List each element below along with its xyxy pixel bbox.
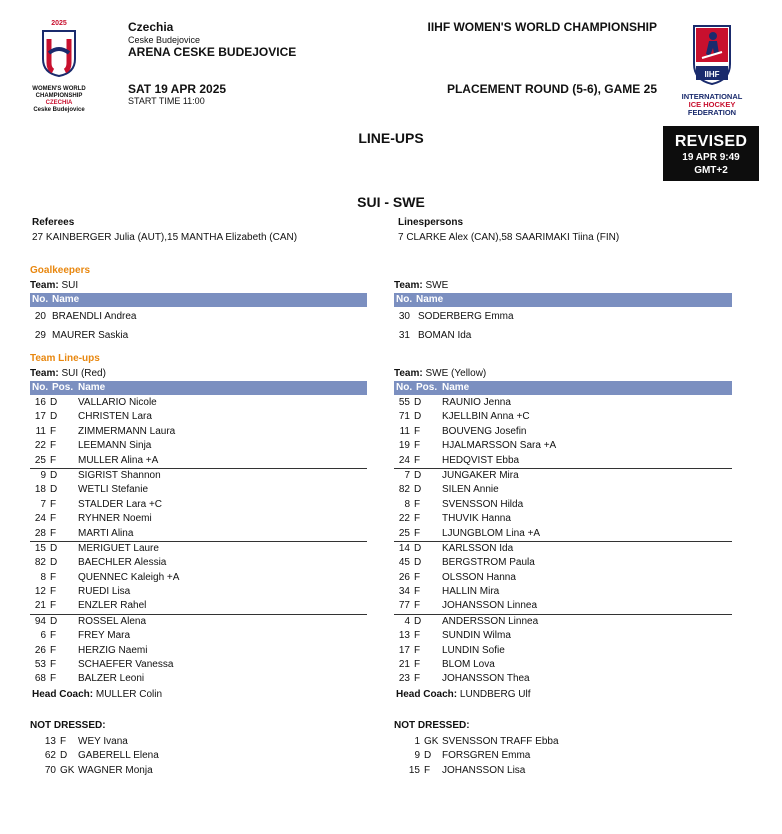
- player-row: [30, 425, 367, 439]
- player-number: 4: [404, 615, 410, 627]
- player-number: 68: [34, 673, 46, 685]
- player-number: 15: [408, 764, 420, 776]
- player-row: [394, 556, 732, 570]
- player-name: BERGSTROM Paula: [442, 557, 535, 569]
- home-head-coach: [32, 689, 162, 700]
- player-name: HEDQVIST Ebba: [442, 454, 520, 466]
- player-number: 26: [398, 571, 410, 583]
- player-row: [394, 396, 732, 410]
- col-no: No.: [396, 382, 413, 393]
- player-number: 28: [34, 527, 46, 539]
- player-position: F: [50, 513, 57, 525]
- player-name: LUNDIN Sofie: [442, 644, 505, 656]
- home-not-dressed-list: [30, 735, 367, 778]
- player-number: 16: [34, 397, 46, 408]
- player-row: [394, 644, 732, 658]
- player-position: D: [50, 397, 58, 408]
- player-row: [394, 615, 732, 629]
- player-row: [30, 454, 367, 468]
- player-name: ENZLER Rahel: [78, 600, 147, 612]
- player-number: 8: [404, 498, 410, 510]
- player-position: F: [414, 454, 421, 466]
- player-number: 23: [398, 673, 410, 685]
- away-lineup-team: [394, 368, 486, 379]
- away-not-dressed-heading: NOT DRESSED:: [394, 720, 470, 731]
- player-position: F: [414, 673, 421, 685]
- revised-badge: [663, 126, 759, 181]
- player-number: 9: [40, 469, 46, 481]
- player-name: SILEN Annie: [442, 484, 499, 496]
- logo-line-2: CHAMPIONSHIP: [35, 93, 83, 99]
- player-name: QUENNEC Kaleigh +A: [78, 571, 180, 583]
- player-row: [394, 527, 732, 541]
- player-position: D: [414, 615, 422, 627]
- home-gk-team-label: Team:: [30, 280, 59, 291]
- logo-line-1: WOMEN'S WORLD: [32, 86, 86, 92]
- player-number: 71: [398, 411, 410, 423]
- player-name: HJALMARSSON Sara +A: [442, 440, 557, 452]
- player-position: GK: [60, 764, 75, 776]
- player-name: VALLARIO Nicole: [78, 397, 157, 408]
- player-row: [394, 599, 732, 613]
- col-name: Name: [52, 294, 80, 305]
- player-number: 13: [44, 736, 56, 747]
- player-name: WEY Ivana: [78, 736, 128, 747]
- head-coach-name: MULLER Colin: [95, 689, 163, 700]
- col-no: No.: [32, 294, 49, 305]
- page-title: LINE-UPS: [358, 130, 424, 146]
- player-number: 70: [44, 764, 56, 776]
- player-number: 82: [34, 557, 46, 569]
- championship-emblem-icon: [39, 29, 79, 77]
- player-row: [394, 571, 732, 585]
- player-position: F: [50, 673, 57, 685]
- home-gk-team: [30, 280, 78, 291]
- iihf-line-3: FEDERATION: [687, 108, 737, 117]
- player-name: JOHANSSON Lisa: [442, 764, 526, 776]
- player-number: 62: [44, 750, 56, 762]
- player-number: 24: [398, 454, 410, 466]
- player-row: [30, 410, 367, 424]
- gk-number: 30: [398, 311, 410, 322]
- player-row: [394, 483, 732, 497]
- player-position: D: [414, 484, 422, 496]
- away-gk-team-value: SWE: [425, 280, 449, 291]
- player-row: [30, 644, 367, 658]
- game-date: SAT 19 APR 2025: [128, 82, 227, 96]
- player-position: D: [50, 484, 58, 496]
- player-row: [394, 425, 732, 439]
- player-name: ROSSEL Alena: [78, 615, 147, 627]
- player-name: BLOM Lova: [442, 659, 495, 671]
- player-number: 7: [40, 498, 46, 510]
- home-not-dressed-heading: NOT DRESSED:: [30, 720, 106, 731]
- gk-number: 29: [34, 330, 46, 341]
- player-row: [30, 735, 367, 749]
- player-name: BAECHLER Alessia: [78, 557, 167, 569]
- gk-number: 31: [398, 330, 410, 341]
- player-position: F: [50, 425, 57, 437]
- player-name: WAGNER Monja: [78, 764, 153, 776]
- gk-name: BOMAN Ida: [418, 330, 472, 341]
- player-name: KJELLBIN Anna +C: [442, 411, 530, 423]
- player-position: F: [50, 571, 57, 583]
- player-row: [394, 672, 732, 686]
- player-row: [30, 615, 367, 629]
- col-name: Name: [78, 382, 106, 393]
- player-name: MERIGUET Laure: [78, 542, 159, 554]
- player-position: D: [50, 542, 58, 554]
- away-lineup-team-label: Team:: [394, 368, 423, 379]
- player-position: F: [414, 498, 421, 510]
- player-position: F: [50, 454, 57, 466]
- arena-name: ARENA CESKE BUDEJOVICE: [128, 45, 297, 59]
- player-name: SCHAEFER Vanessa: [78, 659, 174, 671]
- player-row: [30, 512, 367, 526]
- player-name: CHRISTEN Lara: [78, 411, 152, 423]
- championship-logo: [22, 20, 96, 124]
- gk-name: SODERBERG Emma: [418, 311, 514, 322]
- away-gk-team: [394, 280, 448, 291]
- player-row: [394, 512, 732, 526]
- player-row: [394, 454, 732, 468]
- player-row: [394, 749, 732, 763]
- player-row: [30, 585, 367, 599]
- player-name: SVENSSON Hilda: [442, 498, 524, 510]
- player-row: [394, 735, 732, 749]
- player-number: 13: [398, 630, 410, 642]
- revised-date: 19 APR 9:49: [682, 152, 740, 163]
- host-city: Ceske Budejovice: [128, 35, 201, 45]
- player-position: D: [414, 411, 422, 423]
- iihf-logo: [672, 24, 752, 120]
- player-row: [30, 498, 367, 512]
- player-row: [30, 396, 367, 410]
- player-position: F: [414, 644, 421, 656]
- player-row: [30, 658, 367, 672]
- head-coach-label: Head Coach:: [32, 689, 94, 700]
- event-name: IIHF WOMEN'S WORLD CHAMPIONSHIP: [427, 20, 657, 34]
- linespersons-label: Linespersons: [398, 217, 464, 228]
- player-number: 94: [34, 615, 46, 627]
- player-position: F: [424, 764, 431, 776]
- player-position: F: [60, 736, 67, 747]
- home-lineup-team: [30, 368, 106, 379]
- player-row: [394, 439, 732, 453]
- player-row: [30, 672, 367, 686]
- iihf-line-2: ICE HOCKEY: [688, 100, 736, 109]
- player-number: 17: [398, 644, 410, 656]
- player-number: 18: [34, 484, 46, 496]
- player-position: D: [424, 750, 432, 762]
- player-number: 19: [398, 440, 410, 452]
- player-name: ANDERSSON Linnea: [442, 615, 539, 627]
- player-name: BALZER Leoni: [78, 673, 145, 685]
- player-name: THUVIK Hanna: [442, 513, 511, 525]
- player-name: HALLIN Mira: [442, 586, 500, 598]
- player-number: 55: [398, 397, 410, 408]
- col-no: No.: [32, 382, 49, 393]
- player-name: FORSGREN Emma: [442, 750, 531, 762]
- player-name: GABERELL Elena: [78, 750, 159, 762]
- home-lineup-table: [30, 396, 367, 687]
- player-number: 77: [398, 600, 410, 612]
- away-lineup-header: [394, 381, 732, 395]
- matchup-title: SUI - SWE: [357, 194, 425, 210]
- player-position: F: [50, 440, 57, 452]
- linespersons-list: 7 CLARKE Alex (CAN),58 SAARIMAKI Tiina (FIN): [398, 232, 620, 243]
- player-position: D: [50, 615, 58, 627]
- player-number: 7: [404, 469, 410, 481]
- player-number: 22: [398, 513, 410, 525]
- player-number: 12: [34, 586, 46, 598]
- gk-name: MAURER Saskia: [52, 330, 129, 341]
- player-name: SVENSSON TRAFF Ebba: [442, 736, 559, 747]
- player-position: F: [414, 571, 421, 583]
- logo-line-3: CZECHIA: [45, 100, 73, 106]
- player-name: SUNDIN Wilma: [442, 630, 511, 642]
- player-name: WETLI Stefanie: [78, 484, 149, 496]
- player-row: [30, 556, 367, 570]
- player-position: F: [50, 659, 57, 671]
- player-name: FREY Mara: [78, 630, 131, 642]
- player-name: JOHANSSON Linnea: [442, 600, 538, 612]
- player-row: [30, 483, 367, 497]
- player-name: LEEMANN Sinja: [78, 440, 152, 452]
- player-position: F: [414, 527, 421, 539]
- player-position: D: [60, 750, 68, 762]
- player-name: KARLSSON Ida: [442, 542, 514, 554]
- player-row: [30, 527, 367, 541]
- player-position: F: [414, 425, 421, 437]
- player-number: 1: [414, 736, 420, 747]
- logo-year: 2025: [51, 20, 67, 27]
- referees-label: Referees: [32, 217, 75, 228]
- col-pos: Pos.: [52, 382, 74, 393]
- revised-timezone: GMT+2: [694, 165, 728, 176]
- start-time: START TIME 11:00: [128, 96, 205, 106]
- home-lineup-team-label: Team:: [30, 368, 59, 379]
- player-name: SIGRIST Shannon: [78, 469, 161, 481]
- logo-line-4: Ceske Budejovice: [33, 107, 85, 113]
- player-row: [394, 658, 732, 672]
- player-position: D: [414, 397, 422, 408]
- away-lineup-table: [394, 396, 732, 687]
- player-row: [394, 585, 732, 599]
- player-position: GK: [424, 736, 439, 747]
- col-no: No.: [396, 294, 413, 305]
- player-position: F: [50, 644, 57, 656]
- player-position: F: [50, 527, 57, 539]
- player-number: 45: [398, 557, 410, 569]
- player-name: JUNGAKER Mira: [442, 469, 519, 481]
- player-position: D: [50, 557, 58, 569]
- player-row: [30, 571, 367, 585]
- home-gk-header: [30, 293, 367, 307]
- player-name: LJUNGBLOM Lina +A: [442, 527, 541, 539]
- player-row: [394, 498, 732, 512]
- player-position: D: [414, 542, 422, 554]
- player-row: [30, 439, 367, 453]
- player-position: F: [414, 586, 421, 598]
- player-number: 14: [398, 542, 410, 554]
- player-number: 21: [34, 600, 46, 612]
- host-country: Czechia: [128, 20, 174, 34]
- revised-label: REVISED: [674, 133, 748, 150]
- gk-number: 20: [34, 311, 46, 322]
- player-name: RAUNIO Jenna: [442, 397, 511, 408]
- player-number: 82: [398, 484, 410, 496]
- home-gk-team-value: SUI: [61, 280, 79, 291]
- player-position: F: [50, 586, 57, 598]
- player-position: F: [414, 630, 421, 642]
- player-position: D: [414, 469, 422, 481]
- player-name: RUEDI Lisa: [78, 586, 131, 598]
- player-row: [394, 542, 732, 556]
- iihf-mark: IIHF: [704, 70, 720, 79]
- gk-name: BRAENDLI Andrea: [52, 311, 137, 322]
- player-number: 22: [34, 440, 46, 452]
- player-name: BOUVENG Josefin: [442, 425, 527, 437]
- player-number: 26: [34, 644, 46, 656]
- player-number: 8: [40, 571, 46, 583]
- referees-list: 27 KAINBERGER Julia (AUT),15 MANTHA Elizabeth (CAN): [32, 232, 298, 243]
- player-number: 11: [35, 425, 46, 437]
- away-gk-team-label: Team:: [394, 280, 423, 291]
- player-row: [30, 764, 367, 778]
- player-position: F: [414, 440, 421, 452]
- player-number: 6: [40, 630, 46, 642]
- player-number: 25: [34, 454, 46, 466]
- player-name: MARTI Alina: [78, 527, 134, 539]
- player-position: F: [50, 630, 57, 642]
- team-lineups-heading: Team Line-ups: [30, 353, 100, 364]
- player-position: D: [50, 469, 58, 481]
- player-name: JOHANSSON Thea: [442, 673, 530, 685]
- head-coach-name: LUNDBERG Ulf: [459, 689, 531, 700]
- away-not-dressed-list: [394, 735, 732, 778]
- player-row: [394, 410, 732, 424]
- player-row: [394, 469, 732, 483]
- player-row: [30, 469, 367, 483]
- player-position: D: [50, 411, 58, 423]
- goalkeepers-heading: Goalkeepers: [30, 265, 91, 276]
- player-position: F: [414, 600, 421, 612]
- home-lineup-header: [30, 381, 367, 395]
- player-number: 17: [34, 411, 46, 423]
- player-row: [30, 599, 367, 613]
- iihf-line-1: INTERNATIONAL: [681, 92, 743, 101]
- head-coach-label: Head Coach:: [396, 689, 458, 700]
- player-number: 24: [34, 513, 46, 525]
- player-row: [30, 629, 367, 643]
- col-name: Name: [442, 382, 470, 393]
- player-number: 25: [398, 527, 410, 539]
- game-round: PLACEMENT ROUND (5-6), GAME 25: [446, 82, 657, 96]
- player-number: 21: [398, 659, 410, 671]
- player-name: STALDER Lara +C: [78, 498, 163, 510]
- player-name: OLSSON Hanna: [442, 571, 516, 583]
- player-number: 9: [414, 750, 420, 762]
- away-gk-header: [394, 293, 732, 307]
- player-position: F: [50, 498, 57, 510]
- player-position: F: [414, 659, 421, 671]
- col-pos: Pos.: [416, 382, 438, 393]
- player-position: D: [414, 557, 422, 569]
- player-number: 11: [399, 425, 410, 437]
- player-number: 53: [34, 659, 46, 671]
- player-name: MULLER Alina +A: [78, 454, 159, 466]
- player-position: F: [414, 513, 421, 525]
- player-name: ZIMMERMANN Laura: [78, 425, 176, 437]
- away-lineup-team-value: SWE (Yellow): [425, 368, 487, 379]
- player-position: F: [50, 600, 57, 612]
- player-number: 15: [34, 542, 46, 554]
- player-name: RYHNER Noemi: [78, 513, 152, 525]
- player-name: HERZIG Naemi: [78, 644, 148, 656]
- player-row: [394, 629, 732, 643]
- player-row: [30, 542, 367, 556]
- home-lineup-team-value: SUI (Red): [61, 368, 106, 379]
- col-name: Name: [416, 294, 444, 305]
- player-row: [394, 764, 732, 778]
- away-head-coach: [396, 689, 530, 700]
- player-row: [30, 749, 367, 763]
- player-number: 34: [398, 586, 410, 598]
